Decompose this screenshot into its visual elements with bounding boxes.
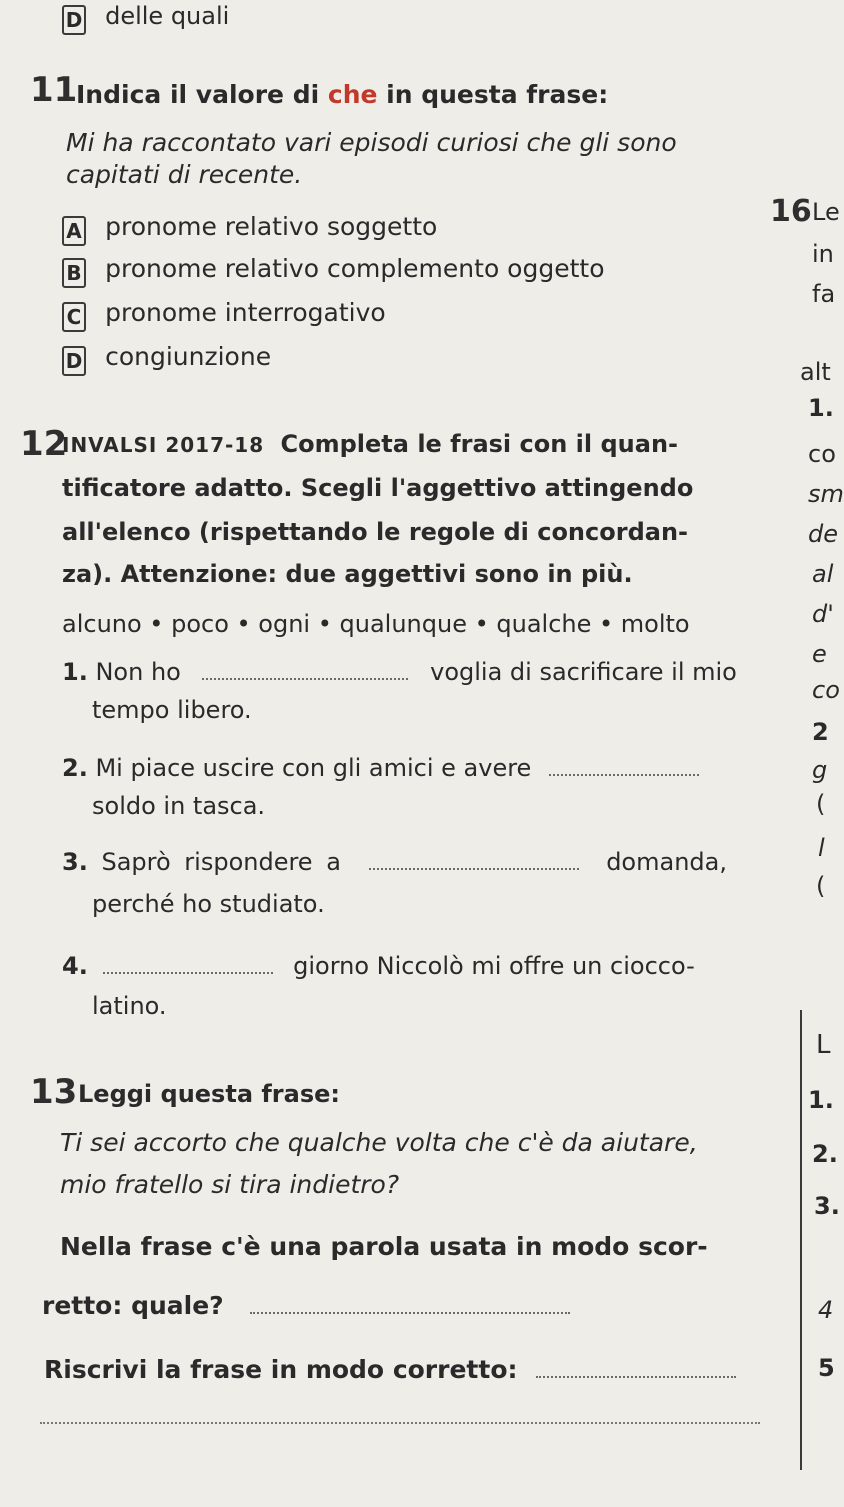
question-number-12: 12 <box>20 424 68 464</box>
option-label: C <box>62 302 86 332</box>
option-text: pronome relativo complemento oggetto <box>105 254 605 283</box>
fragment: de <box>808 520 838 548</box>
column-divider <box>800 1010 802 1470</box>
answer-blank[interactable] <box>250 1290 570 1314</box>
fragment: 3. <box>814 1192 840 1220</box>
question-13-sentence-line1: Ti sei accorto che qualche volta che c'è da aiutare, <box>60 1128 698 1157</box>
item-3-line2: perché ho studiato. <box>92 890 325 918</box>
prev-option-text: delle quali <box>105 2 230 30</box>
answer-blank[interactable] <box>103 950 273 974</box>
option-d[interactable] <box>62 342 271 376</box>
source-tag: INVALSI 2017-18 <box>62 433 265 457</box>
item-4-line2: latino. <box>92 992 167 1020</box>
item-1-line2: tempo libero. <box>92 696 252 724</box>
question-11-title: Indica il valore di che in questa frase: <box>76 80 609 109</box>
fragment: al <box>812 560 834 588</box>
item-4-line1: 4. giorno Niccolò mi offre un ciocco- <box>62 952 695 980</box>
fragment: g <box>812 756 828 784</box>
fragment: e <box>812 640 827 668</box>
answer-blank[interactable] <box>369 846 579 870</box>
fragment: ( <box>816 872 826 900</box>
fragment: sm <box>808 480 844 508</box>
option-label: D <box>62 5 86 35</box>
fragment: 1. <box>808 394 834 422</box>
question-12-line4: za). Attenzione: due aggettivi sono in più. <box>62 560 633 588</box>
option-text: congiunzione <box>105 342 272 371</box>
fragment: l <box>818 834 825 862</box>
question-11-sentence-line2: capitati di recente. <box>66 160 303 189</box>
option-label: B <box>62 258 86 288</box>
question-11-sentence-line1: Mi ha raccontato vari episodi curiosi che gli sono <box>66 128 677 157</box>
question-number-11: 11 <box>30 70 78 110</box>
question-13-sentence-line2: mio fratello si tira indietro? <box>60 1170 400 1199</box>
answer-blank[interactable] <box>549 752 699 776</box>
option-text: pronome interrogativo <box>105 298 386 327</box>
question-13-text-line2: retto: quale? <box>42 1290 570 1320</box>
option-b[interactable] <box>62 254 605 288</box>
item-2-line2: soldo in tasca. <box>92 792 266 820</box>
fragment: co <box>812 676 840 704</box>
fragment: 1. <box>808 1086 834 1114</box>
fragment: co <box>808 440 836 468</box>
fragment: d' <box>812 600 834 628</box>
question-number-16: 16 <box>770 194 812 229</box>
question-12-line3: all'elenco (rispettando le regole di concordan- <box>62 518 688 546</box>
question-13-text-line1: Nella frase c'è una parola usata in modo scor- <box>60 1232 708 1261</box>
option-label: A <box>62 216 86 246</box>
option-label: D <box>62 346 86 376</box>
question-12-line2: tificatore adatto. Scegli l'aggettivo attingendo <box>62 474 694 502</box>
answer-blank[interactable] <box>536 1354 736 1378</box>
answer-line[interactable] <box>40 1400 760 1424</box>
fragment: 4 <box>818 1296 834 1324</box>
question-13-text-line3: Riscrivi la frase in modo corretto: <box>44 1354 736 1384</box>
fragment: 2 <box>812 718 829 746</box>
prev-option-d <box>62 2 229 35</box>
option-a[interactable] <box>62 212 437 246</box>
item-1-line1: 1. Non ho voglia di sacrificare il mio <box>62 658 737 686</box>
item-3-line1: 3. Saprò rispondere a domanda, <box>62 848 727 876</box>
fragment: ( <box>816 790 826 818</box>
fragment: fa <box>812 280 836 308</box>
fragment: 5 <box>818 1354 835 1382</box>
item-2-line1: 2. Mi piace uscire con gli amici e avere <box>62 752 699 782</box>
fragment: alt <box>800 358 831 386</box>
question-13-title: Leggi questa frase: <box>78 1080 340 1108</box>
word-list: alcuno • poco • ogni • qualunque • qualche • molto <box>62 610 690 638</box>
question-12-line1: INVALSI 2017-18 Completa le frasi con il quan- <box>62 430 678 458</box>
answer-blank[interactable] <box>202 656 408 680</box>
question-number-13: 13 <box>30 1072 78 1112</box>
fragment: L <box>816 1030 831 1060</box>
option-c[interactable] <box>62 298 386 332</box>
fragment: Le <box>812 198 840 226</box>
fragment: in <box>812 240 834 268</box>
fragment: 2. <box>812 1140 838 1168</box>
option-text: pronome relativo soggetto <box>105 212 438 241</box>
